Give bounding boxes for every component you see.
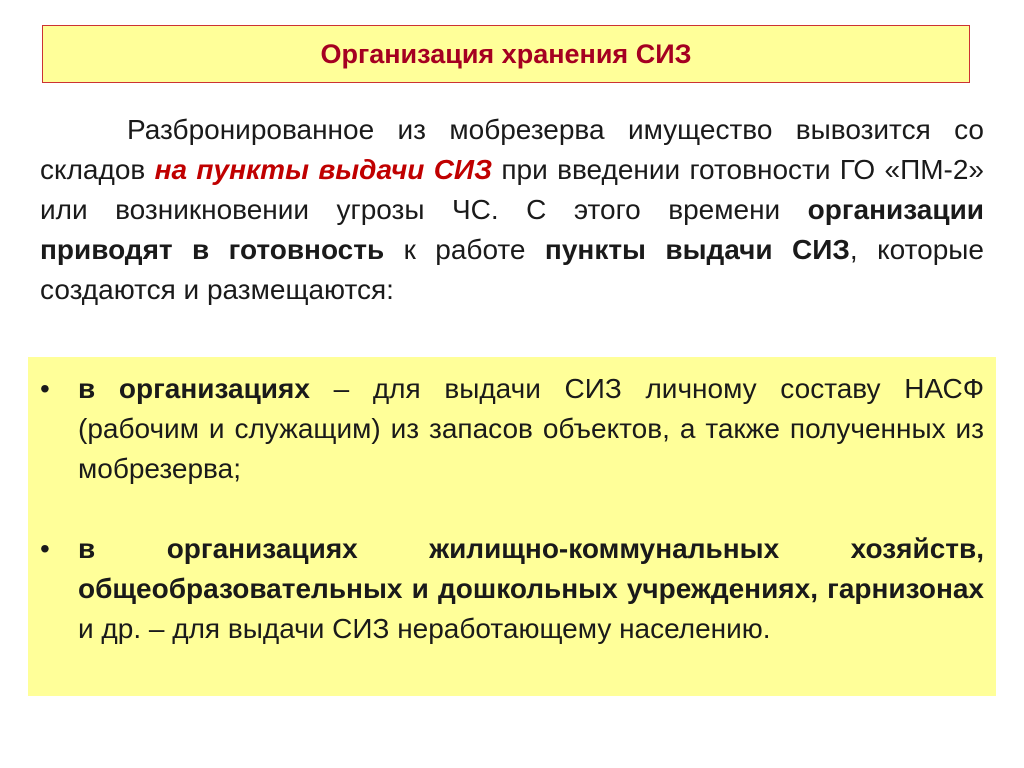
bullet-bold: в организациях — [78, 373, 310, 404]
slide-title: Организация хранения СИЗ — [320, 38, 692, 69]
bullet-bold: в организациях жилищно-коммунальных хозяйств, общеобразовательных и дошкольных учреждениях, гарнизонах — [78, 533, 984, 604]
intro-red-emphasis: на пункты выдачи СИЗ — [154, 154, 493, 185]
bullets-box — [28, 357, 996, 696]
intro-text-1: Разбронированное из мобрезерва имущество вывозится со складов — [40, 114, 984, 185]
intro-bold-1: организации приводят в готовность — [40, 194, 984, 265]
bullet-marker: • — [40, 373, 50, 404]
bullet-text — [78, 529, 984, 649]
intro-bold-2: пункты выдачи СИЗ — [544, 234, 850, 265]
intro-paragraph — [40, 110, 984, 310]
bullet-item — [40, 529, 984, 649]
bullet-item — [40, 369, 984, 489]
intro-text-4: , которые создаются и размещаются: — [40, 234, 984, 305]
bullet-marker: • — [40, 533, 50, 564]
intro-text-3: к работе — [384, 234, 545, 265]
bullet-rest: и др. – для выдачи СИЗ неработающему населению. — [78, 613, 771, 644]
intro-text-2: при введении готовности ГО «ПМ-2» или возникновении угрозы ЧС. С этого времени — [40, 154, 984, 225]
title-box — [42, 25, 970, 83]
bullet-rest: – для выдачи СИЗ личному составу НАСФ (рабочим и служащим) из запасов объектов, а также полученных из мобрезерва; — [78, 373, 984, 484]
bullet-text — [78, 369, 984, 489]
